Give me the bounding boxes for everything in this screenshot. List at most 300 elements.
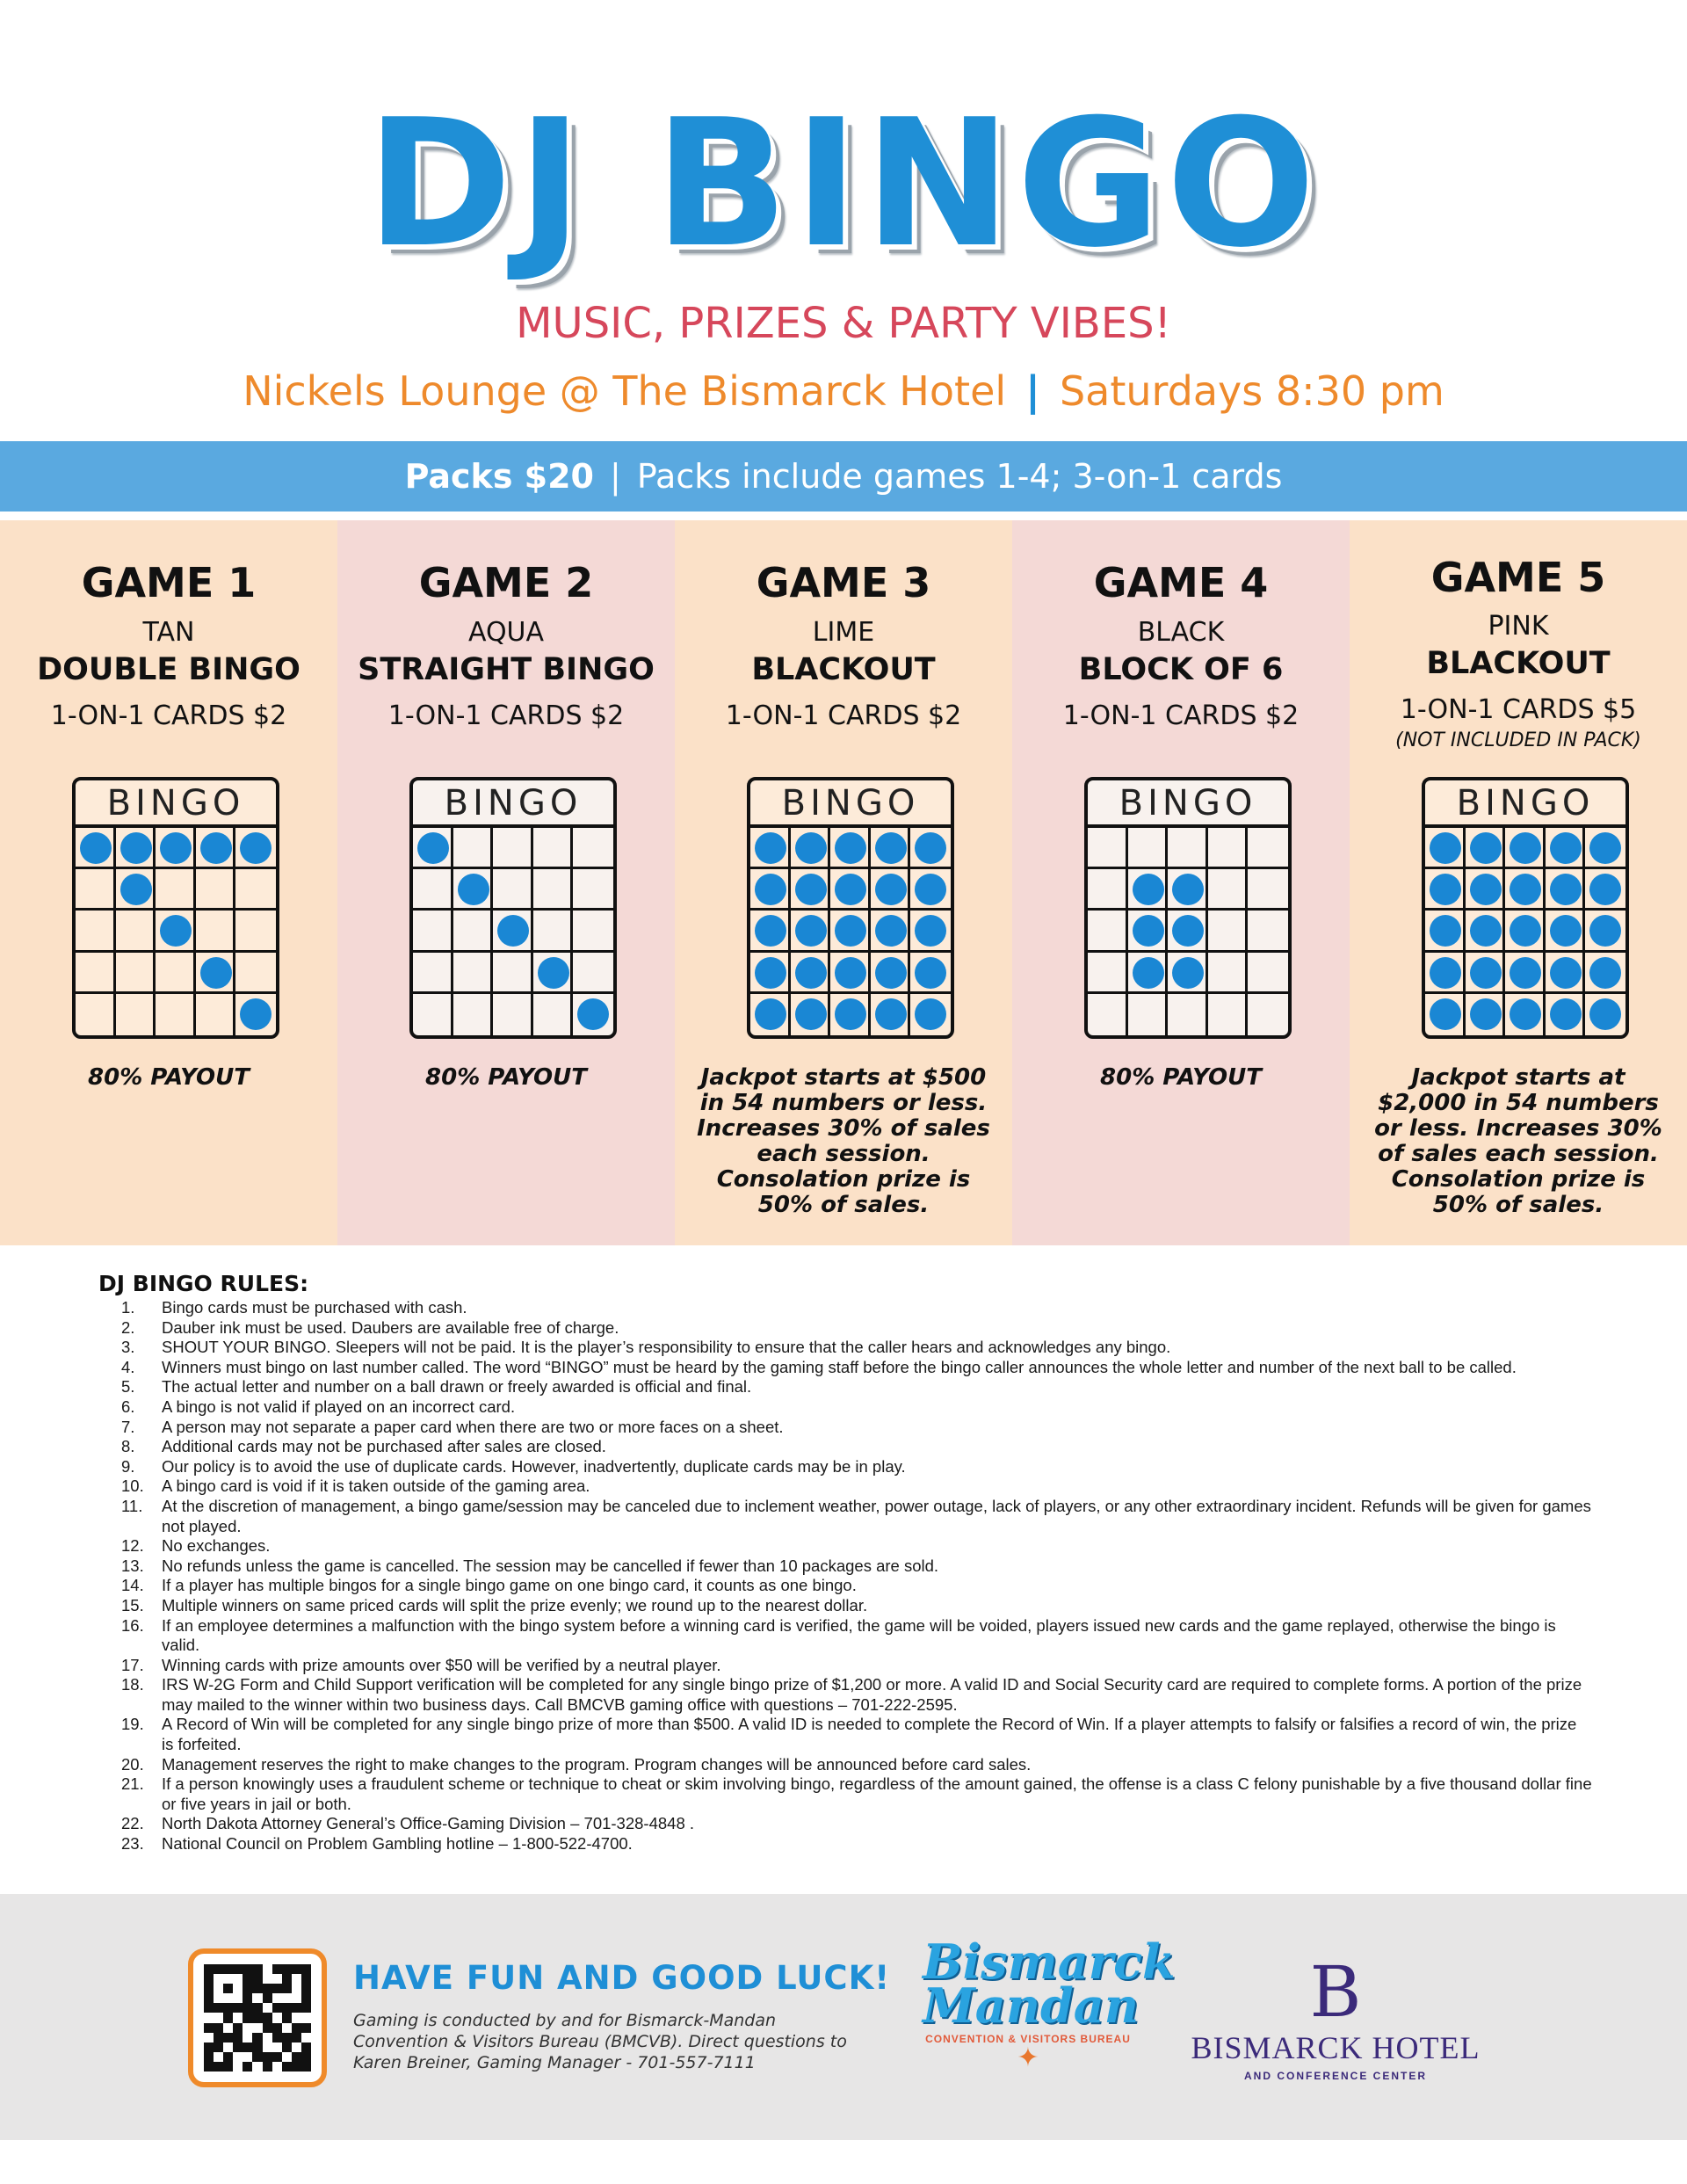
qr-module xyxy=(214,2023,223,2033)
qr-module xyxy=(214,1974,223,1984)
rule-number: 11. xyxy=(121,1496,143,1515)
bingo-cell xyxy=(573,994,613,1035)
qr-module xyxy=(292,1993,301,2003)
bingo-cell xyxy=(1425,953,1466,994)
bingo-cell xyxy=(196,994,236,1035)
dauber-dot-icon xyxy=(1430,998,1461,1030)
bm-logo-sub: CONVENTION & VISITORS BUREAU xyxy=(925,2033,1131,2045)
bingo-cell xyxy=(1088,911,1128,952)
dauber-dot-icon xyxy=(1550,832,1582,864)
bingo-cell xyxy=(791,828,831,869)
dauber-dot-icon xyxy=(1430,957,1461,989)
bingo-cell xyxy=(76,869,116,911)
rule-item xyxy=(98,1318,1592,1339)
dauber-dot-icon xyxy=(417,832,449,864)
bingo-cell xyxy=(1546,828,1586,869)
qr-module xyxy=(282,1974,292,1984)
dauber-dot-icon xyxy=(1430,874,1461,905)
dauber-dot-icon xyxy=(755,915,786,947)
game-card-color: PINK xyxy=(1488,611,1549,642)
rule-item xyxy=(98,1457,1592,1477)
bingo-cell xyxy=(1585,994,1625,1035)
dauber-dot-icon xyxy=(1589,832,1621,864)
dauber-dot-icon xyxy=(915,915,946,947)
dauber-dot-icon xyxy=(1550,874,1582,905)
dauber-dot-icon xyxy=(875,874,907,905)
bingo-cell xyxy=(1466,994,1506,1035)
qr-module xyxy=(292,2033,301,2043)
bingo-cell xyxy=(533,869,574,911)
bingo-cell xyxy=(1425,869,1466,911)
rule-number: 15. xyxy=(121,1595,144,1614)
qr-module xyxy=(204,2043,214,2052)
qr-module xyxy=(263,2003,272,2013)
dauber-dot-icon xyxy=(1550,957,1582,989)
qr-module xyxy=(263,2023,272,2033)
bingo-cell xyxy=(533,911,574,952)
bingo-cell xyxy=(196,953,236,994)
qr-module xyxy=(301,2052,311,2062)
dauber-dot-icon xyxy=(1133,957,1164,989)
game-pattern: DOUBLE BINGO xyxy=(37,652,300,687)
qr-module xyxy=(301,1974,311,1984)
qr-module xyxy=(233,2023,243,2033)
qr-module xyxy=(263,2013,272,2022)
qr-module xyxy=(233,2043,243,2052)
bingo-cell xyxy=(1505,911,1546,952)
dauber-dot-icon xyxy=(1430,832,1461,864)
bingo-cell xyxy=(910,953,951,994)
bm-logo-line2: Mandan xyxy=(923,1977,1140,2034)
qr-module xyxy=(223,2003,233,2013)
game-title: GAME 2 xyxy=(418,559,594,606)
bingo-cell xyxy=(116,828,156,869)
qr-module xyxy=(263,1984,272,1993)
bingo-cell xyxy=(1546,911,1586,952)
dauber-dot-icon xyxy=(1510,957,1541,989)
rule-text: No exchanges. xyxy=(162,1536,271,1556)
qr-module xyxy=(252,2023,262,2033)
qr-module xyxy=(263,2052,272,2062)
qr-module xyxy=(243,1964,252,1974)
qr-module xyxy=(272,1964,282,1974)
dauber-dot-icon xyxy=(240,832,272,864)
game-5-panel xyxy=(1350,520,1687,1245)
qr-module xyxy=(214,2052,223,2062)
dauber-dot-icon xyxy=(1510,832,1541,864)
bingo-cell xyxy=(413,953,453,994)
rule-item xyxy=(98,1497,1592,1536)
rule-item xyxy=(98,1437,1592,1457)
bingo-cell xyxy=(573,953,613,994)
qr-module xyxy=(272,1993,282,2003)
bingo-cell xyxy=(871,828,911,869)
qr-module xyxy=(223,1964,233,1974)
rule-text: Bingo cards must be purchased with cash. xyxy=(162,1298,467,1317)
bingo-cell xyxy=(1425,911,1466,952)
bingo-cell xyxy=(116,869,156,911)
bingo-cell xyxy=(1248,953,1288,994)
qr-module xyxy=(282,2003,292,2013)
dauber-dot-icon xyxy=(1589,915,1621,947)
rule-number: 23. xyxy=(121,1834,144,1854)
bingo-cell xyxy=(1466,953,1506,994)
bingo-cell xyxy=(533,994,574,1035)
qr-module xyxy=(252,2043,262,2052)
dauber-dot-icon xyxy=(160,915,192,947)
bismarck-mandan-logo xyxy=(923,1934,1176,2072)
rule-text: A bingo is not valid if played on an incorrect card. xyxy=(162,1397,516,1416)
qr-module xyxy=(243,2062,252,2072)
dauber-dot-icon xyxy=(1550,915,1582,947)
bingo-cell xyxy=(791,911,831,952)
dauber-dot-icon xyxy=(835,874,866,905)
qr-module xyxy=(243,1984,252,1993)
bingo-cell xyxy=(413,994,453,1035)
qr-module xyxy=(223,2062,233,2072)
bingo-cell xyxy=(1425,828,1466,869)
qr-module xyxy=(204,2023,214,2033)
qr-module xyxy=(214,2013,223,2022)
bingo-card-header: BINGO xyxy=(76,780,276,828)
qr-module xyxy=(252,1974,262,1984)
dauber-dot-icon xyxy=(755,874,786,905)
qr-module xyxy=(263,2062,272,2072)
venue-line xyxy=(0,367,1687,415)
qr-module xyxy=(223,2033,233,2043)
bingo-cell xyxy=(116,953,156,994)
rules-section xyxy=(98,1271,1592,1854)
bingo-cell xyxy=(1088,869,1128,911)
dauber-dot-icon xyxy=(458,874,489,905)
game-card-price: 1-ON-1 CARDS $2 xyxy=(50,700,287,731)
rule-item xyxy=(98,1814,1592,1834)
rule-item xyxy=(98,1358,1592,1378)
packs-details: Packs include games 1-4; 3-on-1 cards xyxy=(636,457,1283,496)
bingo-card xyxy=(1422,777,1629,1039)
dauber-dot-icon xyxy=(120,874,152,905)
qr-module xyxy=(292,2003,301,2013)
rule-number: 12. xyxy=(121,1536,144,1556)
rule-item xyxy=(98,1774,1592,1814)
qr-module xyxy=(272,2062,282,2072)
dauber-dot-icon xyxy=(1510,874,1541,905)
qr-module xyxy=(272,2033,282,2043)
bingo-cell xyxy=(76,994,116,1035)
rule-text: If a person knowingly uses a fraudulent scheme or technique to cheat or skim involving bingo, regardless of the amount gained, the offense is a class C felony punishable by a five thousand dollar fine or five years in jail or both. xyxy=(162,1774,1592,1813)
dauber-dot-icon xyxy=(1589,957,1621,989)
dauber-dot-icon xyxy=(497,915,529,947)
qr-module xyxy=(233,1984,243,1993)
bingo-cell xyxy=(791,994,831,1035)
qr-module xyxy=(282,1964,292,1974)
bingo-cell xyxy=(573,869,613,911)
game-card-color: LIME xyxy=(812,617,875,648)
game-payout: 80% PAYOUT xyxy=(88,1064,250,1091)
bingo-cell xyxy=(493,911,533,952)
dauber-dot-icon xyxy=(1510,998,1541,1030)
bingo-cell xyxy=(1208,953,1249,994)
venue-name: Nickels Lounge @ The Bismarck Hotel xyxy=(243,367,1007,415)
page-title: DJ BINGO xyxy=(366,82,1321,287)
qr-module xyxy=(233,2003,243,2013)
bingo-cell xyxy=(235,869,276,911)
games-row xyxy=(0,520,1687,1245)
qr-module xyxy=(204,2013,214,2022)
bingo-cell xyxy=(910,911,951,952)
divider: | xyxy=(1025,367,1040,415)
bingo-cell xyxy=(1585,869,1625,911)
bingo-cell xyxy=(453,828,494,869)
bingo-cell xyxy=(573,911,613,952)
rule-text: SHOUT YOUR BINGO. Sleepers will not be paid. It is the player’s responsibility to ensure that the caller hears and acknowledges any bingo. xyxy=(162,1338,1171,1357)
bingo-cell xyxy=(1168,953,1208,994)
bingo-card-header: BINGO xyxy=(413,780,613,828)
rule-number: 3. xyxy=(121,1338,135,1357)
bingo-cell xyxy=(1208,869,1249,911)
bingo-cell xyxy=(1128,994,1169,1035)
dauber-dot-icon xyxy=(240,998,272,1030)
qr-module xyxy=(301,2033,311,2043)
bingo-cell xyxy=(791,953,831,994)
qr-module xyxy=(292,1974,301,1984)
bingo-cell xyxy=(453,911,494,952)
qr-module xyxy=(301,1984,311,1993)
bingo-cell xyxy=(1088,953,1128,994)
qr-module xyxy=(272,2043,282,2052)
dauber-dot-icon xyxy=(1133,874,1164,905)
bh-logo-sub: AND CONFERENCE CENTER xyxy=(1243,2070,1427,2082)
dauber-dot-icon xyxy=(875,998,907,1030)
qr-module xyxy=(252,1984,262,1993)
rule-text: A person may not separate a paper card when there are two or more faces on a sheet. xyxy=(162,1417,784,1436)
rule-item xyxy=(98,1656,1592,1676)
rule-text: At the discretion of management, a bingo game/session may be canceled due to inclement weather, power outage, lack of players, or any other extraordinary incident. Refunds will be given for games not played. xyxy=(162,1496,1591,1535)
bingo-cell xyxy=(1248,828,1288,869)
bingo-cell xyxy=(235,953,276,994)
bingo-cell xyxy=(910,828,951,869)
dauber-dot-icon xyxy=(1470,998,1502,1030)
qr-module xyxy=(243,2003,252,2013)
qr-module xyxy=(233,1964,243,1974)
dauber-dot-icon xyxy=(795,957,827,989)
dauber-dot-icon xyxy=(1172,874,1204,905)
qr-module xyxy=(282,2062,292,2072)
dauber-dot-icon xyxy=(1172,957,1204,989)
bingo-cell xyxy=(573,828,613,869)
bingo-cell xyxy=(1505,828,1546,869)
bingo-cell xyxy=(750,994,791,1035)
rule-item xyxy=(98,1834,1592,1854)
rule-number: 2. xyxy=(121,1317,135,1337)
qr-module xyxy=(252,2052,262,2062)
dauber-dot-icon xyxy=(915,832,946,864)
qr-module xyxy=(292,1964,301,1974)
rule-number: 16. xyxy=(121,1615,144,1635)
qr-module xyxy=(252,1964,262,1974)
bingo-cell xyxy=(453,869,494,911)
qr-code-icon xyxy=(204,1964,311,2072)
rule-number: 17. xyxy=(121,1655,144,1674)
dauber-dot-icon xyxy=(795,915,827,947)
game-card-price: 1-ON-1 CARDS $5 xyxy=(1400,694,1637,725)
rule-number: 1. xyxy=(121,1298,135,1317)
rule-text: Winners must bingo on last number called. The word “BINGO” must be heard by the gaming staff before the bingo caller announces the whole letter and number of the next ball to be called. xyxy=(162,1357,1517,1376)
dauber-dot-icon xyxy=(1589,998,1621,1030)
qr-module xyxy=(214,1993,223,2003)
bingo-cell xyxy=(235,911,276,952)
qr-module xyxy=(233,2062,243,2072)
dauber-dot-icon xyxy=(835,957,866,989)
qr-module xyxy=(233,1993,243,2003)
qr-module xyxy=(214,1964,223,1974)
bingo-grid xyxy=(1425,828,1625,1035)
rule-item xyxy=(98,1616,1592,1656)
bingo-cell xyxy=(791,869,831,911)
tagline: MUSIC, PRIZES & PARTY VIBES! xyxy=(516,299,1171,348)
bm-logo-line1: Bismarck xyxy=(923,1934,1176,1990)
qr-module xyxy=(204,2062,214,2072)
bh-logo-letter: B xyxy=(1309,1951,1362,2033)
qr-module xyxy=(204,2003,214,2013)
game-payout: 80% PAYOUT xyxy=(425,1064,587,1091)
dauber-dot-icon xyxy=(1133,915,1164,947)
qr-module xyxy=(223,1993,233,2003)
qr-module xyxy=(252,2062,262,2072)
bingo-cell xyxy=(1088,828,1128,869)
rule-item xyxy=(98,1377,1592,1397)
bingo-cell xyxy=(1248,869,1288,911)
bingo-cell xyxy=(1248,911,1288,952)
bingo-cell xyxy=(156,911,196,952)
qr-module xyxy=(252,2013,262,2022)
bingo-cell xyxy=(1425,994,1466,1035)
rules-list xyxy=(98,1298,1592,1854)
bingo-cell xyxy=(1505,953,1546,994)
rule-number: 13. xyxy=(121,1556,144,1575)
game-pattern: BLACKOUT xyxy=(751,652,936,687)
rule-item xyxy=(98,1576,1592,1596)
qr-module xyxy=(243,2033,252,2043)
qr-module xyxy=(243,2023,252,2033)
divider: | xyxy=(610,457,621,496)
rule-item xyxy=(98,1715,1592,1754)
rule-number: 7. xyxy=(121,1417,135,1436)
qr-module xyxy=(233,2013,243,2022)
bingo-cell xyxy=(830,869,871,911)
qr-module xyxy=(282,2033,292,2043)
dauber-dot-icon xyxy=(1470,957,1502,989)
dauber-dot-icon xyxy=(577,998,609,1030)
qr-module xyxy=(263,1964,272,1974)
qr-module xyxy=(301,2062,311,2072)
rule-text: Management reserves the right to make changes to the program. Program changes will be announced before card sales. xyxy=(162,1754,1032,1774)
dauber-dot-icon xyxy=(795,874,827,905)
packs-bar xyxy=(0,441,1687,512)
game-pattern: STRAIGHT BINGO xyxy=(358,652,655,687)
game-note: (NOT INCLUDED IN PACK) xyxy=(1395,729,1641,751)
game-payout: 80% PAYOUT xyxy=(1100,1064,1262,1091)
rule-number: 14. xyxy=(121,1576,144,1595)
qr-module xyxy=(292,2023,301,2033)
bingo-cell xyxy=(156,994,196,1035)
dauber-dot-icon xyxy=(755,998,786,1030)
bingo-cell xyxy=(910,994,951,1035)
game-card-color: BLACK xyxy=(1137,617,1225,648)
rule-number: 8. xyxy=(121,1437,135,1456)
bingo-card xyxy=(409,777,617,1039)
qr-module xyxy=(223,2023,233,2033)
footer-title: HAVE FUN AND GOOD LUCK! xyxy=(353,1959,891,1997)
qr-module xyxy=(214,1984,223,1993)
bingo-cell xyxy=(76,911,116,952)
footer-text: Gaming is conducted by and for Bismarck-Mandan Convention & Visitors Bureau (BMCVB). Direct questions to Karen Breiner, Gaming Manager - 701-557-7111 xyxy=(353,2011,847,2072)
bingo-cell xyxy=(1466,869,1506,911)
qr-module xyxy=(204,1993,214,2003)
dauber-dot-icon xyxy=(835,998,866,1030)
rule-item xyxy=(98,1418,1592,1438)
qr-module xyxy=(204,2052,214,2062)
rule-text: If an employee determines a malfunction with the bingo system before a winning card is verified, the game will be voided, players issued new cards and the game replayed, otherwise the bingo is valid. xyxy=(162,1615,1556,1655)
game-1-panel xyxy=(0,520,337,1245)
qr-module xyxy=(263,1993,272,2003)
dauber-dot-icon xyxy=(1470,832,1502,864)
game-card-price: 1-ON-1 CARDS $2 xyxy=(387,700,625,731)
qr-module xyxy=(243,2043,252,2052)
bingo-cell xyxy=(156,953,196,994)
bingo-cell xyxy=(1546,869,1586,911)
bingo-cell xyxy=(1248,994,1288,1035)
dauber-dot-icon xyxy=(835,915,866,947)
rule-text: North Dakota Attorney General’s Office-Gaming Division – 701-328-4848 . xyxy=(162,1814,695,1833)
bingo-cell xyxy=(1128,869,1169,911)
event-time: Saturdays 8:30 pm xyxy=(1059,367,1444,415)
qr-module xyxy=(252,2033,262,2043)
game-title: GAME 4 xyxy=(1093,559,1269,606)
bingo-cell xyxy=(1088,994,1128,1035)
bingo-cell xyxy=(750,953,791,994)
qr-module xyxy=(292,1984,301,1993)
footer xyxy=(0,1894,1687,2140)
dauber-dot-icon xyxy=(160,832,192,864)
game-jackpot: Jackpot starts at $500 in 54 numbers or less. Increases 30% of sales each session. Consolation prize is 50% of sales. xyxy=(697,1064,990,1218)
bingo-cell xyxy=(1168,828,1208,869)
qr-module xyxy=(272,1984,282,1993)
bingo-cell xyxy=(413,828,453,869)
game-card-price: 1-ON-1 CARDS $2 xyxy=(1062,700,1300,731)
qr-module xyxy=(233,2052,243,2062)
qr-code[interactable] xyxy=(188,1948,327,2087)
bingo-cell xyxy=(493,828,533,869)
dauber-dot-icon xyxy=(875,957,907,989)
rule-item xyxy=(98,1556,1592,1577)
qr-module xyxy=(204,1974,214,1984)
dauber-dot-icon xyxy=(915,874,946,905)
qr-module xyxy=(301,2013,311,2022)
rule-number: 20. xyxy=(121,1754,144,1774)
bingo-grid xyxy=(76,828,276,1035)
dauber-dot-icon xyxy=(200,957,232,989)
rule-text: National Council on Problem Gambling hotline – 1-800-522-4700. xyxy=(162,1834,633,1854)
qr-module xyxy=(282,1984,292,1993)
qr-module xyxy=(282,2052,292,2062)
qr-module xyxy=(214,2003,223,2013)
game-card-color: AQUA xyxy=(467,617,545,648)
game-card-price: 1-ON-1 CARDS $2 xyxy=(725,700,962,731)
bingo-cell xyxy=(196,911,236,952)
bingo-cell xyxy=(1128,953,1169,994)
qr-module xyxy=(263,2043,272,2052)
